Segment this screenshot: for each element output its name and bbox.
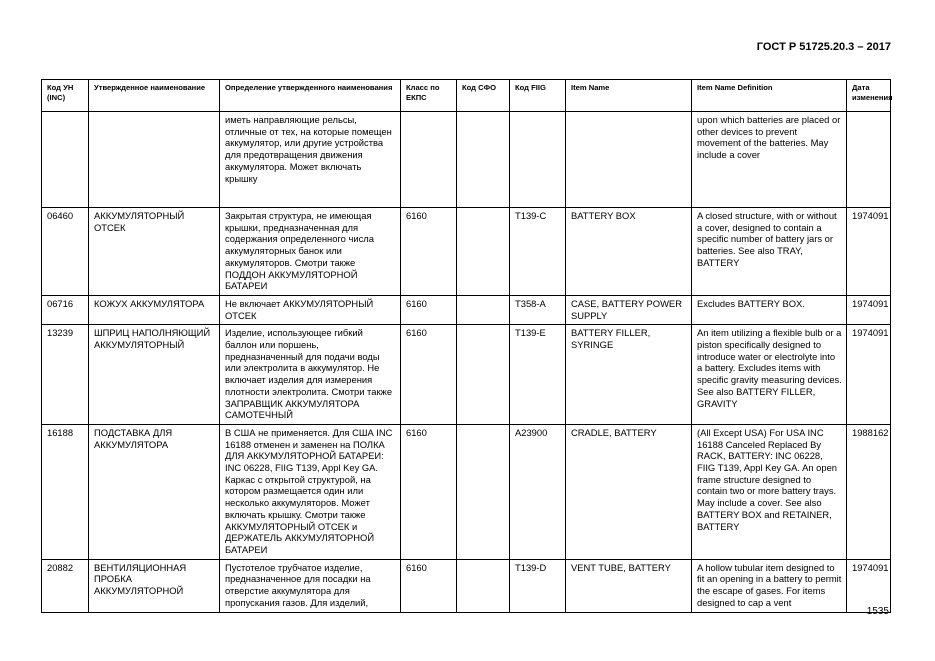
cell-item-def: A closed structure, with or without a cover, designed to contain a specific number of battery jars or batteries. See also TRAY, BATTERY [692, 208, 847, 296]
table-row [42, 112, 891, 208]
cell-inc: 06460 [42, 208, 89, 296]
cell-name [89, 112, 220, 208]
cell-inc [42, 112, 89, 208]
cell-sfo [457, 112, 510, 208]
column-header-name: Утвержденное наименование [89, 80, 220, 112]
column-header-class: Класс по ЕКПС [401, 80, 457, 112]
cell-item-def: An item utilizing a flexible bulb or a piston specifically designed to introduce water or electrolyte into a battery. Excludes items with specific gravity measuring devices. See also BATTERY FILLER, GRAVITY [692, 325, 847, 425]
column-header-inc: Код УН (INC) [42, 80, 89, 112]
cell-sfo [457, 325, 510, 425]
cell-fiig [510, 112, 566, 208]
cell-class [401, 112, 457, 208]
cell-date [847, 112, 891, 208]
cell-definition: Пустотелое трубчатое изделие, предназначенное для посадки на отверстие аккумулятора для пропускания газов. Для изделий, [220, 559, 401, 612]
cell-item-name: VENT TUBE, BATTERY [566, 559, 692, 612]
cell-item-name [566, 112, 692, 208]
cell-name: ШПРИЦ НАПОЛНЯЮЩИЙ АККУМУЛЯТОРНЫЙ [89, 325, 220, 425]
cell-class: 6160 [401, 559, 457, 612]
table-row [42, 295, 891, 324]
cell-fiig: A23900 [510, 424, 566, 559]
cell-sfo [457, 559, 510, 612]
column-header-sfo: Код СФО [457, 80, 510, 112]
table-row [42, 424, 891, 559]
cell-date: 1988162 [847, 424, 891, 559]
table-row [42, 559, 891, 612]
cell-item-name: BATTERY FILLER, SYRINGE [566, 325, 692, 425]
cell-item-name: CASE, BATTERY POWER SUPPLY [566, 295, 692, 324]
cell-definition: Закрытая структура, не имеющая крышки, предназначенная для содержания определенного числа аккумуляторных банок или аккумуляторов. Смотри также ПОДДОН АККУМУЛЯТОРНОЙ БАТАРЕИ [220, 208, 401, 296]
cell-name: КОЖУХ АККУМУЛЯТОРА [89, 295, 220, 324]
cell-sfo [457, 424, 510, 559]
cell-item-def: Excludes BATTERY BOX. [692, 295, 847, 324]
cell-name: ВЕНТИЛЯЦИОННАЯ ПРОБКА АККУМУЛЯТОРНОЙ [89, 559, 220, 612]
cell-sfo [457, 295, 510, 324]
cell-fiig: T358-A [510, 295, 566, 324]
cell-inc: 16188 [42, 424, 89, 559]
page-number: 1535 [866, 606, 889, 617]
cell-item-def: upon which batteries are placed or other devices to prevent movement of the batteries. May include a cover [692, 112, 847, 208]
cell-inc: 06716 [42, 295, 89, 324]
cell-fiig: T139-C [510, 208, 566, 296]
cell-definition: иметь направляющие рельсы, отличные от тех, на которые помещен аккумулятор, или другие устройства для предотвращения движения аккумулятора. Может включать крышку [220, 112, 401, 208]
cell-fiig: T139-E [510, 325, 566, 425]
cell-fiig: T139-D [510, 559, 566, 612]
cell-item-name: BATTERY BOX [566, 208, 692, 296]
cell-definition: В США не применяется. Для США INC 16188 отменен и заменен на ПОЛКА ДЛЯ АККУМУЛЯТОРНОЙ БАТАРЕИ: INC 06228, FIIG T139, Appl Key GA. Каркас с открытой структурой, на котором размещается один или несколько аккумуляторов. Может включать крышку. Смотри также АККУМУЛЯТОРНЫЙ ОТСЕК и ДЕРЖАТЕЛЬ АККУМУЛЯТОРНОЙ БАТАРЕИ [220, 424, 401, 559]
table-row [42, 208, 891, 296]
cell-date: 1974091 [847, 559, 891, 612]
cell-name: ПОДСТАВКА ДЛЯ АККУМУЛЯТОРА [89, 424, 220, 559]
column-header-fiig: Код FIIG [510, 80, 566, 112]
cell-item-name: CRADLE, BATTERY [566, 424, 692, 559]
column-header-item-def: Item Name Definition [692, 80, 847, 112]
column-header-item-name: Item Name [566, 80, 692, 112]
cell-sfo [457, 208, 510, 296]
cell-class: 6160 [401, 208, 457, 296]
cell-class: 6160 [401, 325, 457, 425]
cell-item-def: A hollow tubular item designed to fit an opening in a battery to permit the escape of gases. For items designed to cap a vent [692, 559, 847, 612]
cell-definition: Не включает АККУМУЛЯТОРНЫЙ ОТСЕК [220, 295, 401, 324]
cell-inc: 13239 [42, 325, 89, 425]
cell-date: 1974091 [847, 295, 891, 324]
cell-date: 1974091 [847, 325, 891, 425]
cell-definition: Изделие, использующее гибкий баллон или поршень, предназначенный для подачи воды или электролита в аккумулятор. Не включает изделия для измерения плотности электролита. Смотри также ЗАПРАВЩИК АККУМУЛЯТОРА САМОТЕЧНЫЙ [220, 325, 401, 425]
cell-item-def: (All Except USA) For USA INC 16188 Canceled Replaced By RACK, BATTERY: INC 06228, FIIG T139, Appl Key GA. An open frame structure designed to contain two or more battery trays. May include a cover. See also BATTERY BOX and RETAINER, BATTERY [692, 424, 847, 559]
cell-class: 6160 [401, 295, 457, 324]
column-header-date: Дата изменения [847, 80, 891, 112]
classification-table [41, 79, 891, 613]
column-header-definition: Определение утвержденного наименования [220, 80, 401, 112]
table-header-row [42, 80, 891, 112]
cell-class: 6160 [401, 424, 457, 559]
table-row [42, 325, 891, 425]
cell-date: 1974091 [847, 208, 891, 296]
document-code: ГОСТ Р 51725.20.3 – 2017 [756, 41, 891, 53]
cell-name: АККУМУЛЯТОРНЫЙ ОТСЕК [89, 208, 220, 296]
cell-inc: 20882 [42, 559, 89, 612]
